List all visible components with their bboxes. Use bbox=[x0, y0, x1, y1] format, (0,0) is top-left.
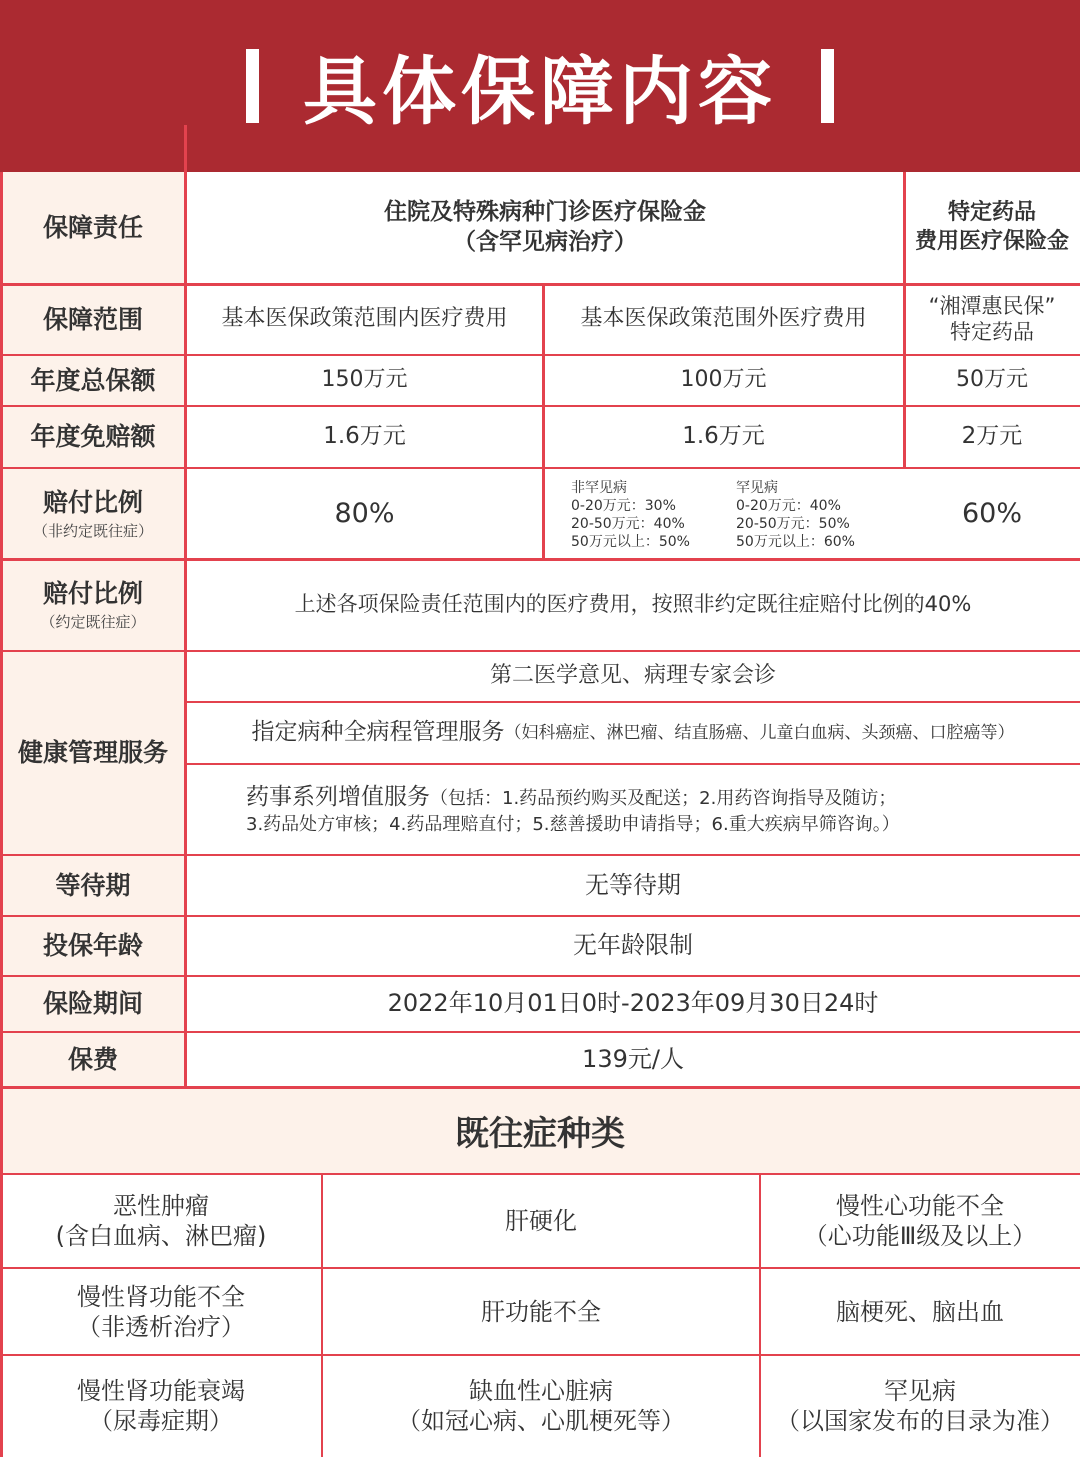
deductible-value: 1.6万元 bbox=[323, 423, 406, 450]
condition-name: 缺血性心脏病 bbox=[469, 1377, 613, 1405]
annual-limit-col3 bbox=[904, 355, 1080, 406]
label-text: 赔付比例 bbox=[42, 487, 143, 517]
label-sub: （约定既往症） bbox=[40, 613, 146, 632]
condition-item bbox=[322, 1174, 760, 1268]
health-service-detail: 3.药品处方审核；4.药品理赔直付；5.慈善援助申请指导；6.重大疾病早筛咨询。） bbox=[246, 813, 900, 835]
annual-limit-value: 100万元 bbox=[680, 367, 767, 393]
ratio-rare bbox=[736, 479, 855, 551]
grid-line bbox=[0, 1031, 1080, 1033]
scope-drug bbox=[904, 284, 1080, 355]
conditions-title-text: 既往症种类 bbox=[455, 1114, 625, 1154]
grid-line bbox=[0, 1173, 1080, 1175]
condition-note: （以国家发布的目录为准） bbox=[776, 1407, 1064, 1435]
label-text: 保险期间 bbox=[42, 989, 143, 1019]
grid-line bbox=[0, 854, 1080, 856]
condition-note: (含白血病、淋巴瘤) bbox=[55, 1222, 267, 1250]
responsibility-medical-title: 住院及特殊病种门诊医疗保险金 bbox=[384, 199, 706, 226]
condition-item bbox=[760, 1174, 1080, 1268]
waiting-text: 无等待期 bbox=[585, 870, 681, 899]
responsibility-medical bbox=[186, 172, 904, 284]
health-service-text: 第二医学意见、病理专家会诊 bbox=[489, 663, 776, 689]
label-waiting bbox=[0, 855, 186, 916]
health-service-detail: （包括：1.药品预约购买及配送；2.用药咨询指导及随访； bbox=[430, 787, 897, 809]
annual-limit-value: 150万元 bbox=[321, 367, 408, 393]
non-rare-line: 20-50万元：40% bbox=[571, 516, 685, 532]
condition-name: 肝功能不全 bbox=[481, 1297, 601, 1326]
health-service-3 bbox=[186, 764, 1080, 855]
responsibility-medical-sub: （含罕见病治疗） bbox=[453, 229, 637, 255]
title-bar-right bbox=[821, 49, 834, 123]
premium-value bbox=[186, 1032, 1080, 1087]
ratio-col2 bbox=[543, 468, 904, 559]
health-service-detail: （妇科癌症、淋巴瘤、结直肠癌、儿童白血病、头颈癌、口腔癌等） bbox=[504, 722, 1015, 743]
health-service-1 bbox=[186, 651, 1080, 702]
scope-in-policy bbox=[186, 284, 543, 355]
label-text: 年度免赔额 bbox=[30, 422, 156, 452]
page-header bbox=[0, 0, 1080, 172]
ratio-col3 bbox=[904, 468, 1080, 559]
label-health-service bbox=[0, 651, 186, 855]
ratio-col1 bbox=[186, 468, 543, 559]
label-text: 保费 bbox=[67, 1044, 118, 1074]
deductible-col3 bbox=[904, 406, 1080, 468]
scope-in-policy-text: 基本医保政策范围内医疗费用 bbox=[221, 306, 508, 332]
grid-line bbox=[0, 1086, 1080, 1089]
grid-line bbox=[0, 558, 1080, 561]
page-title: 具体保障内容 bbox=[303, 49, 777, 135]
condition-name: 恶性肿瘤 bbox=[113, 1192, 209, 1220]
rare-line: 0-20万元：40% bbox=[736, 498, 841, 514]
label-ratio-non-preexisting bbox=[0, 468, 186, 559]
health-service-title: 药事系列增值服务 bbox=[246, 783, 430, 810]
label-age bbox=[0, 916, 186, 976]
grid-line bbox=[0, 354, 1080, 356]
label-responsibility bbox=[0, 172, 186, 284]
responsibility-drug-line1: 特定药品 bbox=[947, 200, 1036, 226]
annual-limit-col1 bbox=[186, 355, 543, 406]
grid-line bbox=[0, 975, 1080, 977]
condition-name: 慢性心功能不全 bbox=[836, 1192, 1004, 1220]
annual-limit-col2 bbox=[543, 355, 904, 406]
label-sub: （非约定既往症） bbox=[32, 521, 153, 540]
label-text: 年度总保额 bbox=[30, 365, 156, 395]
condition-note: （尿毒症期） bbox=[89, 1407, 233, 1435]
label-text: 投保年龄 bbox=[42, 931, 143, 961]
grid-line bbox=[0, 915, 1080, 917]
condition-item bbox=[760, 1355, 1080, 1457]
label-text: 赔付比例 bbox=[42, 579, 143, 608]
rare-line: 20-50万元：50% bbox=[736, 516, 850, 532]
non-rare-line: 50万元以上：50% bbox=[571, 534, 690, 550]
frame-left bbox=[0, 172, 3, 1457]
annual-limit-value: 50万元 bbox=[956, 367, 1028, 393]
deductible-value: 1.6万元 bbox=[682, 423, 765, 450]
condition-item bbox=[322, 1268, 760, 1355]
label-scope bbox=[0, 284, 186, 355]
grid-line bbox=[542, 284, 545, 559]
label-ratio-preexisting bbox=[0, 559, 186, 651]
deductible-value: 2万元 bbox=[961, 423, 1023, 450]
condition-item bbox=[322, 1355, 760, 1457]
period-text: 2022年10月01日0时-2023年09月30日24时 bbox=[387, 989, 879, 1018]
grid-line bbox=[0, 283, 1080, 286]
conditions-title bbox=[0, 1087, 1080, 1174]
ratio-non-rare bbox=[571, 479, 690, 551]
condition-item bbox=[760, 1268, 1080, 1355]
label-annual-limit bbox=[0, 355, 186, 406]
scope-out-policy bbox=[543, 284, 904, 355]
responsibility-drug bbox=[904, 172, 1080, 284]
ratio-value: 60% bbox=[961, 497, 1022, 529]
condition-name: 肝硬化 bbox=[505, 1207, 577, 1235]
condition-name: 脑梗死、脑出血 bbox=[836, 1297, 1004, 1326]
age-value bbox=[186, 916, 1080, 976]
label-text: 健康管理服务 bbox=[17, 738, 168, 768]
premium-text: 139元/人 bbox=[582, 1044, 684, 1073]
grid-line bbox=[0, 1267, 1080, 1269]
scope-out-policy-text: 基本医保政策范围外医疗费用 bbox=[580, 306, 867, 332]
label-text: 保障范围 bbox=[42, 304, 143, 334]
condition-name: 罕见病 bbox=[884, 1377, 956, 1405]
rare-title: 罕见病 bbox=[736, 480, 778, 496]
grid-line bbox=[186, 701, 1080, 703]
health-service-title: 指定病种全病程管理服务 bbox=[251, 719, 505, 746]
non-rare-line: 0-20万元：30% bbox=[571, 498, 676, 514]
condition-name: 慢性肾功能不全 bbox=[77, 1282, 245, 1311]
scope-drug-line2: 特定药品 bbox=[950, 319, 1034, 344]
period-value bbox=[186, 976, 1080, 1032]
non-rare-title: 非罕见病 bbox=[571, 480, 627, 496]
scope-drug-line1: “湘潭惠民保” bbox=[928, 294, 1056, 319]
rare-line: 50万元以上：60% bbox=[736, 534, 855, 550]
grid-line bbox=[0, 405, 1080, 407]
deductible-col2 bbox=[543, 406, 904, 468]
condition-note: （如冠心病、心肌梗死等） bbox=[397, 1407, 685, 1435]
label-period bbox=[0, 976, 186, 1032]
label-deductible bbox=[0, 406, 186, 468]
condition-note: （非透析治疗） bbox=[77, 1312, 245, 1341]
health-service-2 bbox=[186, 702, 1080, 764]
grid-line bbox=[903, 172, 906, 468]
grid-line bbox=[0, 1354, 1080, 1356]
ratio-preexisting-desc: 上述各项保险责任范围内的医疗费用，按照非约定既往症赔付比例的40% bbox=[294, 592, 972, 617]
ratio-preexisting-text bbox=[186, 559, 1080, 651]
label-text: 等待期 bbox=[55, 870, 131, 900]
label-premium bbox=[0, 1032, 186, 1087]
condition-name: 慢性肾功能衰竭 bbox=[77, 1377, 245, 1405]
grid-line bbox=[321, 1174, 323, 1457]
condition-item bbox=[0, 1355, 322, 1457]
grid-line bbox=[0, 467, 1080, 469]
condition-item bbox=[0, 1268, 322, 1355]
label-text: 保障责任 bbox=[42, 213, 143, 243]
title-bar-left bbox=[246, 49, 259, 123]
grid-line bbox=[184, 125, 187, 1087]
condition-item bbox=[0, 1174, 322, 1268]
grid-line bbox=[0, 650, 1080, 652]
responsibility-drug-line2: 费用医疗保险金 bbox=[914, 229, 1069, 254]
grid-line bbox=[759, 1174, 761, 1457]
age-text: 无年龄限制 bbox=[573, 931, 693, 960]
deductible-col1 bbox=[186, 406, 543, 468]
condition-note: （心功能Ⅲ级及以上） bbox=[803, 1222, 1037, 1250]
ratio-value: 80% bbox=[334, 497, 395, 529]
waiting-value bbox=[186, 855, 1080, 916]
grid-line bbox=[186, 763, 1080, 765]
